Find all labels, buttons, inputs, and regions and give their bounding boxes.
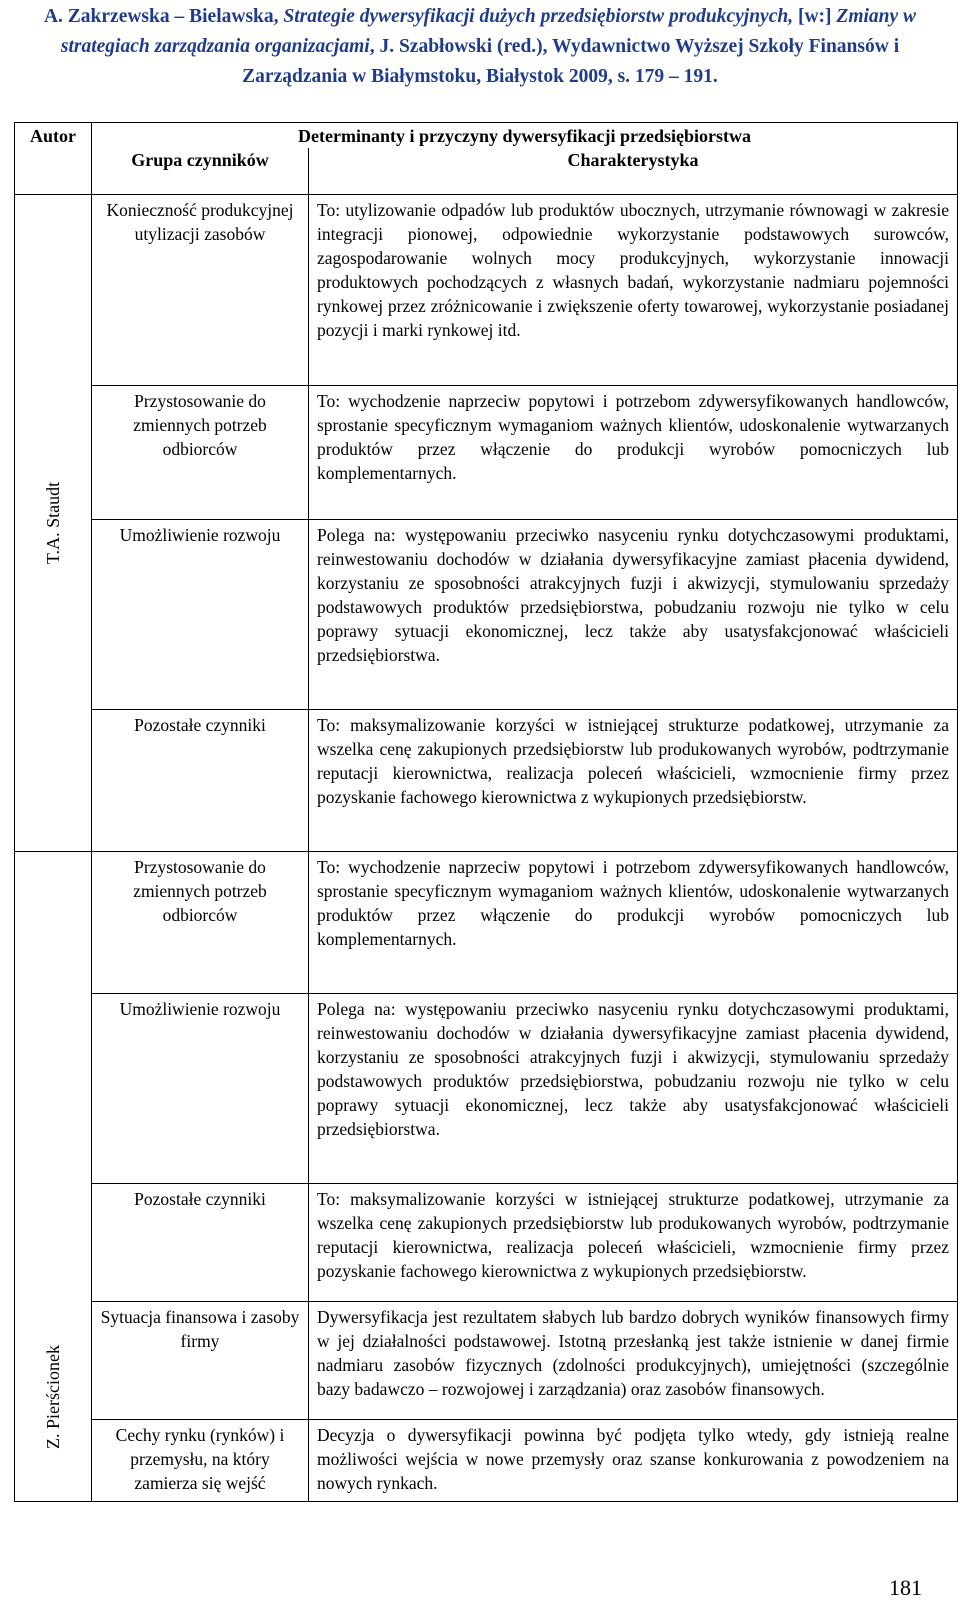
author-header: Autor xyxy=(15,123,92,195)
citation-title: Strategie dywersyfikacji dużych przedsiębiorstw produkcyjnych, xyxy=(283,6,794,27)
citation-book-title-2: strategiach zarządzania organizacjami xyxy=(60,36,370,57)
table-row xyxy=(15,194,958,385)
page-number: 181 xyxy=(889,1575,922,1600)
group-cell: Sytuacja finansowa i zasoby firmy xyxy=(92,1301,309,1419)
header-row-2 xyxy=(15,148,958,194)
group-cell: Pozostałe czynniki xyxy=(92,709,309,851)
group-cell: Cechy rynku (rynków) i przemysłu, na który zamierza się wejść xyxy=(92,1419,309,1501)
header-row-1 xyxy=(15,123,958,149)
main-header: Determinanty i przyczyny dywersyfikacji przedsiębiorstwa xyxy=(92,123,958,149)
table-row xyxy=(15,1301,958,1419)
determinants-table xyxy=(14,122,958,1502)
group-cell: Konieczność produkcyjnej utylizacji zasobów xyxy=(92,194,309,385)
table-row xyxy=(15,851,958,993)
table-row xyxy=(15,993,958,1183)
group-cell: Przystosowanie do zmiennych potrzeb odbiorców xyxy=(92,385,309,519)
table-row xyxy=(15,1183,958,1301)
author-pierscionek: Z. Pierścionek xyxy=(43,1344,63,1449)
characteristic-header: Charakterystyka xyxy=(309,148,958,194)
citation-book-title-1: Zmiany w xyxy=(836,6,917,27)
description-cell: To: maksymalizowanie korzyści w istniejącej strukturze podatkowej, utrzymanie za wszelka cenę zakupionych przedsiębiorstw lub produkowanych wyrobów, podtrzymanie reputacji kierownictwa, realizacja poleceń właścicieli, wzmocnienie firmy przez pozyskanie fachowego kierownictwa z wykupionych przedsiębiorstw. xyxy=(309,709,958,851)
author-cell-pierscionek xyxy=(15,851,92,1501)
citation-line-3: Zarządzania w Białymstoku, Białystok 2009, s. 179 – 191. xyxy=(242,66,718,87)
table-row xyxy=(15,385,958,519)
table-row xyxy=(15,519,958,709)
description-cell: To: wychodzenie naprzeciw popytowi i potrzebom zdywersyfikowanych handlowców, sprostanie specyficznym wymaganiom ważnych klientów, udoskonalenie wytwarzanych produktów przez włączenie do produkcji wyrobów pomocniczych lub komplementarnych. xyxy=(309,385,958,519)
table-row xyxy=(15,709,958,851)
description-cell: To: wychodzenie naprzeciw popytowi i potrzebom zdywersyfikowanych handlowców, sprostanie specyficznym wymaganiom ważnych klientów, udoskonalenie wytwarzanych produktów przez włączenie do produkcji wyrobów pomocniczych lub komplementarnych. xyxy=(309,851,958,993)
group-cell: Pozostałe czynniki xyxy=(92,1183,309,1301)
description-cell: Polega na: występowaniu przeciwko nasyceniu rynku dotychczasowymi produktami, reinwestowaniu dochodów w działania dywersyfikacyjne zamiast płacenia dywidend, korzystaniu ze sposobności atrakcyjnych fuzji i akwizycji, stymulowaniu sprzedaży podstawowych produktów przedsiębiorstwa, pobudzaniu rozwoju nie tylko w celu poprawy sytuacji ekonomicznej, lecz także aby usatysfakcjonować właścicieli przedsiębiorstwa. xyxy=(309,519,958,709)
group-cell: Umożliwienie rozwoju xyxy=(92,993,309,1183)
author-staudt: T.A. Staudt xyxy=(43,481,63,564)
description-cell: To: maksymalizowanie korzyści w istniejącej strukturze podatkowej, utrzymanie za wszelka cenę zakupionych przedsiębiorstw lub produkowanych wyrobów, podtrzymanie reputacji kierownictwa, realizacja poleceń właścicieli, wzmocnienie firmy przez pozyskanie fachowego kierownictwa z wykupionych przedsiębiorstw. xyxy=(309,1183,958,1301)
table-row xyxy=(15,1419,958,1501)
group-cell: Przystosowanie do zmiennych potrzeb odbiorców xyxy=(92,851,309,993)
group-cell: Umożliwienie rozwoju xyxy=(92,519,309,709)
citation-line-2: strategiach zarządzania organizacjami, J. Szabłowski (red.), Wydawnictwo Wyższej Szkoły Finansów i xyxy=(60,36,900,57)
description-cell: Decyzja o dywersyfikacji powinna być podjęta tylko wtedy, gdy istnieją realne możliwości wejścia w nowe przemysły oraz szanse konkurowania z powodzeniem na nowych rynkach. xyxy=(309,1419,958,1501)
author-cell-staudt xyxy=(15,194,92,851)
source-citation xyxy=(4,2,956,92)
description-cell: Dywersyfikacja jest rezultatem słabych lub bardzo dobrych wyników finansowych firmy w jej działalności podstawowej. Istotną przesłanką jest także istnienie w danej firmie nadmiaru zasobów fizycznych (zdolności produkcyjnych), umiejętności (szczególnie bazy badawczo – rozwojowej i zarządzania) oraz zasobów finansowych. xyxy=(309,1301,958,1419)
description-cell: To: utylizowanie odpadów lub produktów ubocznych, utrzymanie równowagi w zakresie integracji pionowej, odpowiednie wykorzystanie podstawowych surowców, zagospodarowanie wolnych mocy produkcyjnych, wykorzystanie innowacji produktowych pochodzących z własnych badań, wykorzystanie nadmiaru pojemności rynkowej przez zróżnicowanie i zwiększenie oferty towarowej, wykorzystanie posiadanej pozycji i marki rynkowej itd. xyxy=(309,194,958,385)
citation-line-1: A. Zakrzewska – Bielawska, Strategie dywersyfikacji dużych przedsiębiorstw produkcyjnych, [w:] Zmiany w xyxy=(43,6,917,27)
description-cell: Polega na: występowaniu przeciwko nasyceniu rynku dotychczasowymi produktami, reinwestowaniu dochodów w działania dywersyfikacyjne zamiast płacenia dywidend, korzystaniu ze sposobności atrakcyjnych fuzji i akwizycji, stymulowaniu sprzedaży podstawowych produktów przedsiębiorstwa, pobudzaniu rozwoju nie tylko w celu poprawy sytuacji ekonomicznej, lecz także aby usatysfakcjonować właścicieli przedsiębiorstwa. xyxy=(309,993,958,1183)
group-header: Grupa czynników xyxy=(92,148,309,194)
